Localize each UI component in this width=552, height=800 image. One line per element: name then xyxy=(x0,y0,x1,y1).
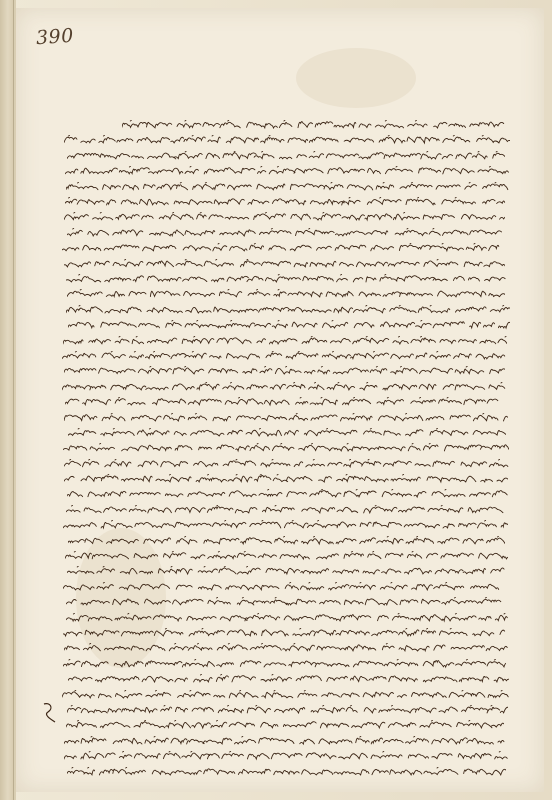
manuscript-line xyxy=(64,751,508,761)
manuscript-line xyxy=(65,397,507,407)
manuscript-line xyxy=(64,474,508,484)
manuscript-line xyxy=(66,613,509,623)
manuscript-line xyxy=(62,351,506,361)
manuscript-line xyxy=(63,520,508,530)
manuscript-line xyxy=(66,505,506,515)
manuscript-line xyxy=(68,536,506,546)
manuscript-line xyxy=(67,566,505,576)
manuscript-line xyxy=(64,366,506,376)
manuscript-line xyxy=(67,151,506,161)
binding-edge xyxy=(0,0,14,800)
manuscript-line xyxy=(62,243,504,253)
manuscript-line xyxy=(122,120,506,130)
manuscript-line xyxy=(66,274,506,284)
manuscript-line xyxy=(68,428,506,438)
foxing-stain xyxy=(296,48,416,108)
manuscript-line xyxy=(64,643,509,653)
manuscript-line xyxy=(62,690,510,700)
marginal-note xyxy=(40,700,58,724)
manuscript-line xyxy=(63,336,507,346)
manuscript-line xyxy=(63,582,506,592)
manuscript-line xyxy=(64,259,506,269)
manuscript-line xyxy=(68,674,509,684)
manuscript-line xyxy=(67,767,506,777)
manuscript-line xyxy=(68,320,510,330)
manuscript-line xyxy=(64,413,509,423)
manuscript-line xyxy=(67,228,508,238)
manuscript-line xyxy=(65,197,506,207)
manuscript-line xyxy=(64,135,509,145)
manuscript-line xyxy=(65,551,508,561)
manuscript-line xyxy=(64,736,506,746)
manuscript-line xyxy=(64,459,509,469)
manuscript-line xyxy=(63,628,506,638)
text-block xyxy=(62,120,510,782)
manuscript-line xyxy=(66,720,505,730)
manuscript-line xyxy=(67,705,507,715)
manuscript-line xyxy=(63,659,506,669)
manuscript-line xyxy=(66,182,510,192)
manuscript-line xyxy=(66,305,509,315)
manuscript-line xyxy=(64,212,505,222)
manuscript-line xyxy=(67,489,508,499)
manuscript-line xyxy=(66,597,507,607)
folio-number: 390 xyxy=(35,24,75,50)
manuscript-line xyxy=(63,443,508,453)
manuscript-line xyxy=(62,382,506,392)
manuscript-line xyxy=(65,166,510,176)
manuscript-line xyxy=(67,289,505,299)
